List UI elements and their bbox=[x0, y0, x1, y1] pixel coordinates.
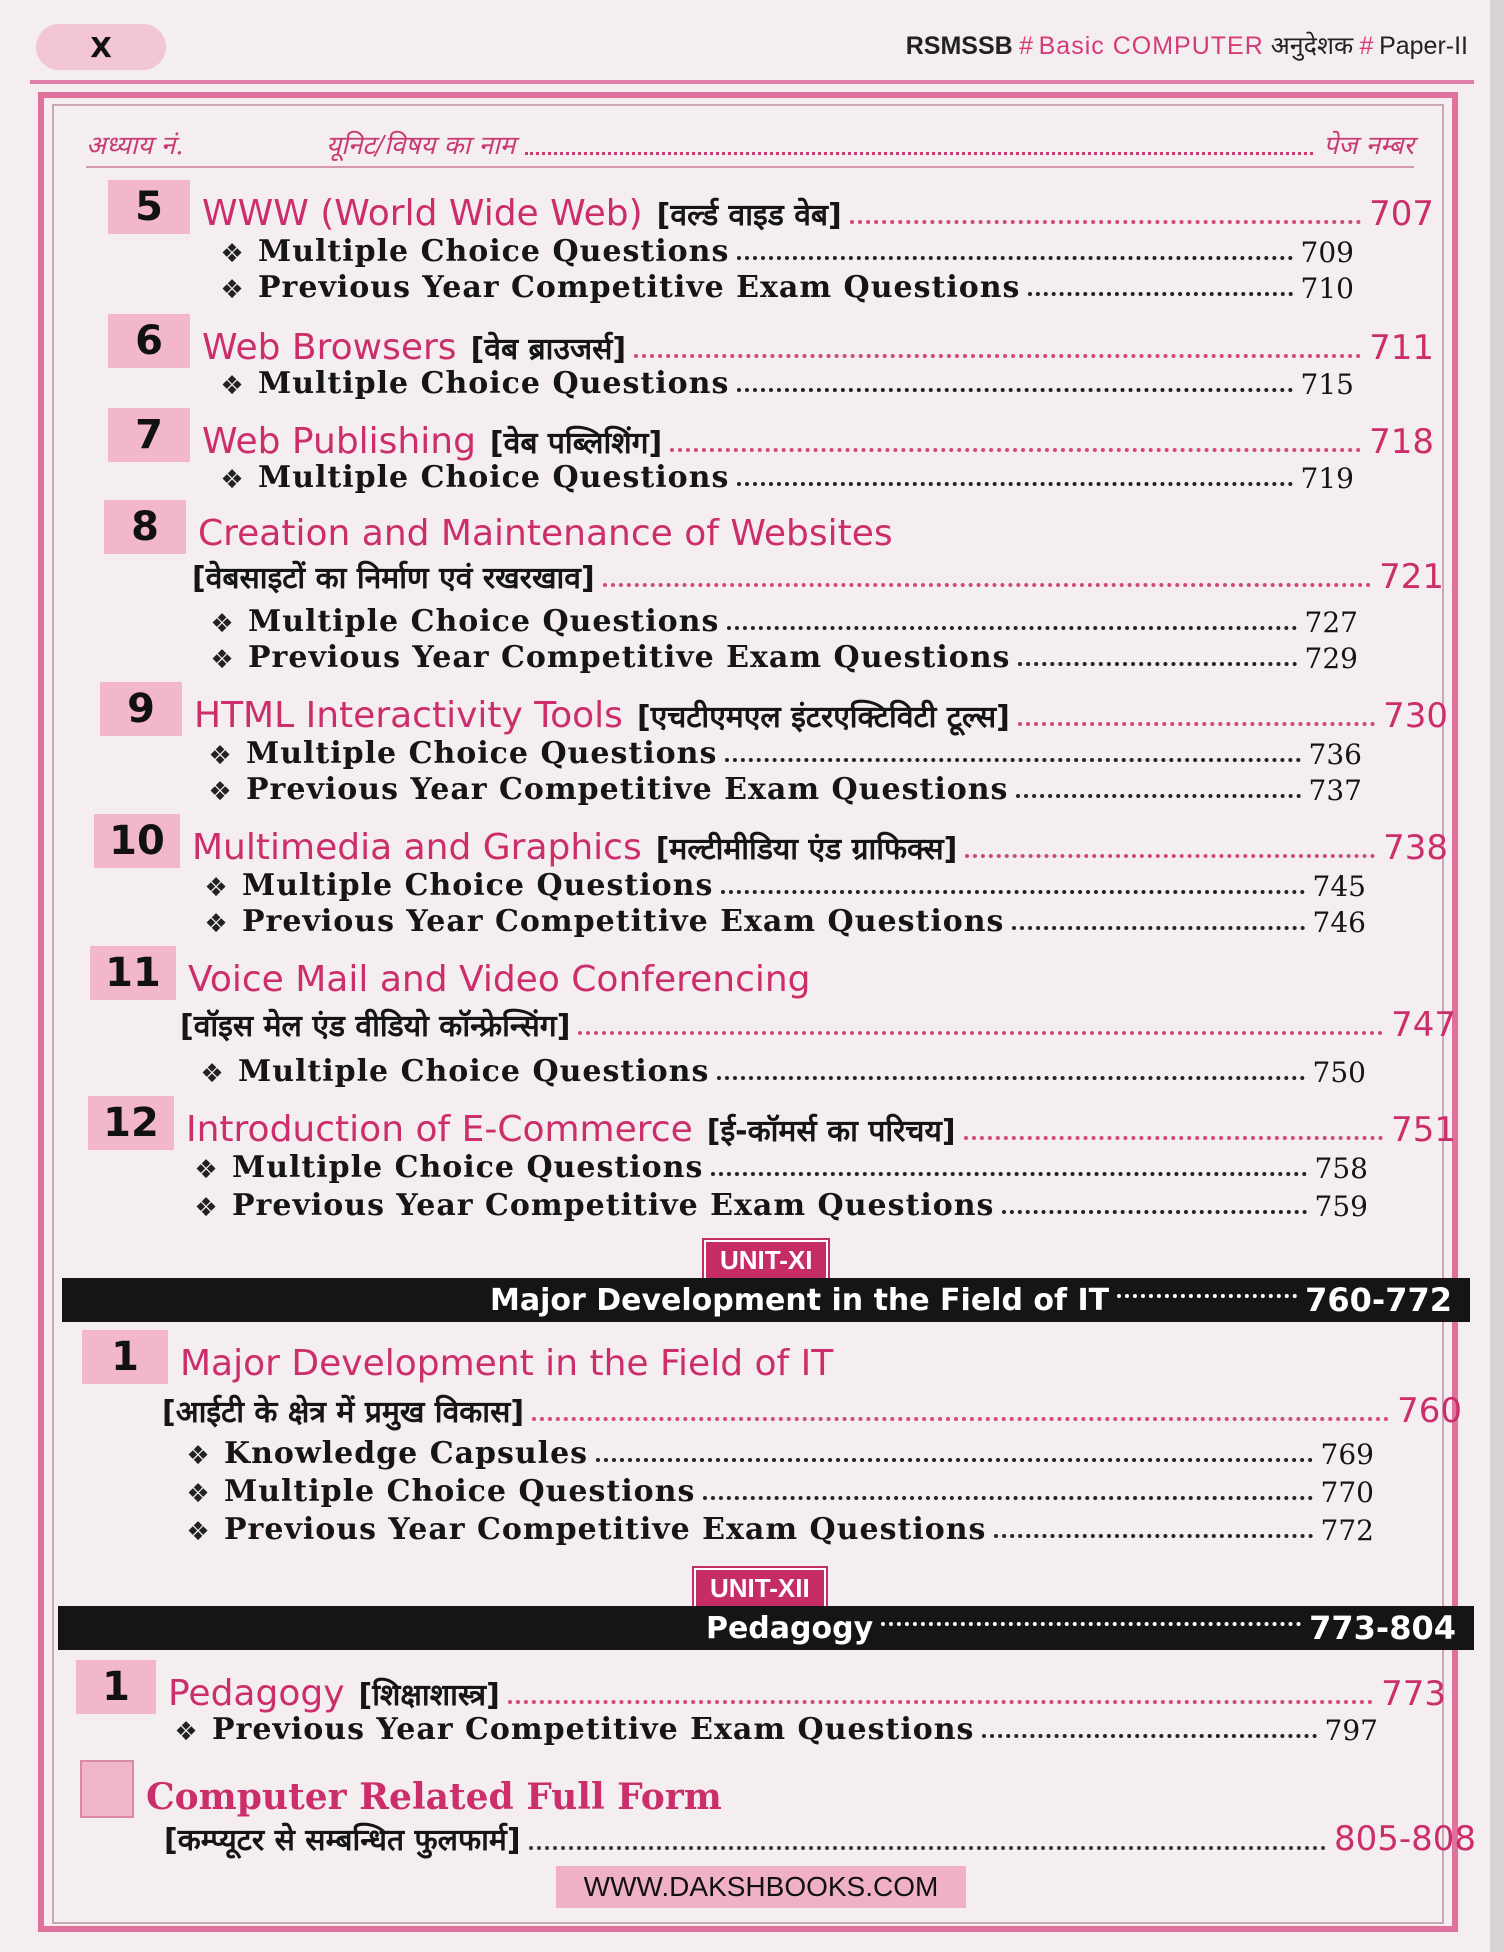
toc-unit-xii-chapter-1[interactable] bbox=[0, 1660, 1504, 1714]
chapter-page: 760 bbox=[1397, 1391, 1462, 1431]
chapter-title: Voice Mail and Video Conferencing bbox=[188, 959, 811, 1000]
chapter-hindi-title: [वेब पब्लिशिंग] bbox=[489, 426, 663, 461]
dot-leader bbox=[711, 1172, 1306, 1176]
dot-leader bbox=[1018, 662, 1296, 666]
dot-leader bbox=[634, 354, 1361, 358]
unit-xi-bar[interactable] bbox=[62, 1278, 1470, 1322]
diamond-bullet-icon: ❖ bbox=[204, 873, 228, 903]
subitem-page: 729 bbox=[1304, 642, 1358, 675]
diamond-bullet-icon: ❖ bbox=[210, 645, 234, 675]
toc-subitem[interactable] bbox=[0, 270, 1504, 305]
chapter-hindi-title: [वर्ल्ड वाइड वेब] bbox=[656, 198, 842, 233]
toc-subitem[interactable] bbox=[0, 1188, 1504, 1223]
chapter-title: HTML Interactivity Tools bbox=[194, 695, 623, 736]
chapter-title: Pedagogy bbox=[168, 1673, 345, 1714]
chapter-title: Introduction of E-Commerce bbox=[186, 1109, 693, 1150]
toc-chapter-7[interactable] bbox=[0, 408, 1504, 462]
chapter-number-box: 10 bbox=[94, 814, 180, 868]
subitem-page: 736 bbox=[1308, 738, 1362, 771]
column-headers bbox=[86, 122, 1414, 168]
subitem-page: 769 bbox=[1320, 1438, 1374, 1471]
subitem-label: Knowledge Capsules bbox=[224, 1436, 589, 1471]
appendix-hindi-title: [कम्प्यूटर से सम्बन्धित फुलफार्म] bbox=[164, 1823, 521, 1858]
unit-xi-range: 760-772 bbox=[1305, 1281, 1452, 1319]
header-role: अनुदेशक bbox=[1270, 32, 1354, 60]
dot-leader bbox=[703, 1496, 1312, 1500]
dot-leader bbox=[737, 388, 1292, 392]
diamond-bullet-icon: ❖ bbox=[210, 609, 234, 639]
dot-leader bbox=[727, 626, 1296, 630]
chapter-hindi-title: [शिक्षाशास्त्र] bbox=[358, 1678, 500, 1713]
toc-subitem[interactable] bbox=[0, 736, 1504, 771]
chapter-number-box: 6 bbox=[108, 314, 190, 368]
toc-chapter-5[interactable] bbox=[0, 180, 1504, 234]
toc-subitem[interactable] bbox=[0, 1150, 1504, 1185]
diamond-bullet-icon: ❖ bbox=[186, 1441, 210, 1471]
running-header bbox=[906, 28, 1468, 62]
toc-chapter-10[interactable] bbox=[0, 814, 1504, 868]
subitem-page: 719 bbox=[1300, 462, 1354, 495]
subitem-page: 709 bbox=[1300, 236, 1354, 269]
toc-unit-xi-chapter-1[interactable] bbox=[0, 1330, 1504, 1384]
diamond-bullet-icon: ❖ bbox=[200, 1059, 224, 1089]
dot-leader bbox=[850, 220, 1361, 224]
toc-chapter-11-hindi[interactable] bbox=[0, 1004, 1504, 1045]
subitem-label: Previous Year Competitive Exam Questions bbox=[224, 1512, 987, 1547]
dot-leader bbox=[881, 1622, 1301, 1626]
toc-chapter-8-hindi[interactable] bbox=[0, 556, 1504, 597]
dot-leader bbox=[578, 1031, 1383, 1035]
chapter-page: 707 bbox=[1369, 194, 1434, 234]
toc-subitem[interactable] bbox=[0, 460, 1504, 495]
diamond-bullet-icon: ❖ bbox=[220, 239, 244, 269]
chapter-page: 718 bbox=[1369, 422, 1434, 462]
diamond-bullet-icon: ❖ bbox=[194, 1193, 218, 1223]
toc-subitem[interactable] bbox=[0, 1512, 1504, 1547]
subitem-label: Previous Year Competitive Exam Questions bbox=[242, 904, 1005, 939]
subitem-label: Previous Year Competitive Exam Questions bbox=[248, 640, 1011, 675]
toc-subitem[interactable] bbox=[0, 1436, 1504, 1471]
chapter-title: Web Publishing bbox=[202, 421, 476, 462]
toc-chapter-6[interactable] bbox=[0, 314, 1504, 368]
subitem-label: Multiple Choice Questions bbox=[258, 460, 730, 495]
dot-leader bbox=[1016, 794, 1300, 798]
dot-leader bbox=[982, 1734, 1316, 1738]
chapter-title: Creation and Maintenance of Websites bbox=[198, 513, 893, 554]
diamond-bullet-icon: ❖ bbox=[208, 777, 232, 807]
col-unit-subject: यूनिट/विषय का नाम bbox=[326, 131, 516, 161]
chapter-number-box: 8 bbox=[104, 500, 186, 554]
toc-subitem[interactable] bbox=[0, 772, 1504, 807]
dot-leader bbox=[603, 583, 1371, 587]
page-edge bbox=[1490, 0, 1504, 1952]
subitem-label: Multiple Choice Questions bbox=[232, 1150, 704, 1185]
toc-subitem[interactable] bbox=[0, 234, 1504, 269]
subitem-page: 710 bbox=[1300, 272, 1354, 305]
chapter-title: Multimedia and Graphics bbox=[192, 827, 642, 868]
unit-xi-badge: UNIT-XI bbox=[704, 1240, 828, 1280]
chapter-number-box: 1 bbox=[82, 1330, 168, 1384]
subitem-label: Multiple Choice Questions bbox=[246, 736, 718, 771]
chapter-page: 747 bbox=[1391, 1005, 1456, 1045]
chapter-number-box: 5 bbox=[108, 180, 190, 234]
toc-subitem[interactable] bbox=[0, 366, 1504, 401]
dot-leader bbox=[737, 256, 1292, 260]
col-chapter-no: अध्याय नं. bbox=[86, 131, 184, 161]
diamond-bullet-icon: ❖ bbox=[174, 1717, 198, 1747]
toc-chapter-8[interactable] bbox=[0, 500, 1504, 554]
subitem-label: Multiple Choice Questions bbox=[258, 234, 730, 269]
unit-xii-bar[interactable] bbox=[58, 1606, 1474, 1650]
appendix-box bbox=[80, 1760, 134, 1818]
header-paper: Paper-II bbox=[1379, 32, 1468, 60]
unit-xi-title: Major Development in the Field of IT bbox=[489, 1282, 1110, 1318]
chapter-hindi-title: [ई-कॉमर्स का परिचय] bbox=[706, 1114, 956, 1149]
dot-leader bbox=[529, 1846, 1326, 1850]
toc-subitem[interactable] bbox=[0, 1712, 1504, 1747]
subitem-label: Multiple Choice Questions bbox=[238, 1054, 710, 1089]
toc-subitem[interactable] bbox=[0, 904, 1504, 939]
chapter-hindi-title: [वेब ब्राउजर्स] bbox=[470, 332, 627, 367]
col-page-no: पेज नम्बर bbox=[1323, 131, 1414, 161]
dot-leader bbox=[717, 1076, 1304, 1080]
diamond-bullet-icon: ❖ bbox=[220, 465, 244, 495]
diamond-bullet-icon: ❖ bbox=[220, 275, 244, 305]
dot-leader bbox=[737, 482, 1292, 486]
subitem-page: 746 bbox=[1312, 906, 1366, 939]
toc-chapter-11[interactable] bbox=[0, 946, 1504, 1000]
header-book: RSMSSB bbox=[905, 32, 1013, 60]
diamond-bullet-icon: ❖ bbox=[204, 909, 228, 939]
chapter-number-box: 11 bbox=[90, 946, 176, 1000]
appendix-title: Computer Related Full Form bbox=[146, 1776, 722, 1818]
dot-leader bbox=[721, 890, 1304, 894]
chapter-hindi-title: [वॉइस मेल एंड वीडियो कॉन्फ्रेन्सिंग] bbox=[180, 1009, 571, 1044]
dot-leader bbox=[670, 448, 1361, 452]
dot-leader bbox=[1012, 926, 1304, 930]
subitem-page: 797 bbox=[1324, 1714, 1378, 1747]
dot-leader bbox=[1117, 1294, 1297, 1298]
subitem-page: 770 bbox=[1320, 1476, 1374, 1509]
subitem-label: Previous Year Competitive Exam Questions bbox=[212, 1712, 975, 1747]
chapter-title: Web Browsers bbox=[202, 327, 457, 368]
subitem-page: 758 bbox=[1314, 1152, 1368, 1185]
chapter-title: WWW (World Wide Web) bbox=[202, 193, 643, 234]
unit-xii-range: 773-804 bbox=[1309, 1609, 1456, 1647]
header-rule bbox=[30, 80, 1474, 84]
toc-subitem[interactable] bbox=[0, 868, 1504, 903]
chapter-title: Major Development in the Field of IT bbox=[180, 1343, 834, 1384]
chapter-page: 773 bbox=[1381, 1674, 1446, 1714]
diamond-bullet-icon: ❖ bbox=[194, 1155, 218, 1185]
chapter-hindi-title: [वेबसाइटों का निर्माण एवं रखरखाव] bbox=[192, 561, 595, 596]
chapter-page: 730 bbox=[1383, 696, 1448, 736]
header-subject: Basic COMPUTER bbox=[1038, 32, 1264, 60]
header-separator: # bbox=[1359, 32, 1374, 60]
header-separator: # bbox=[1018, 32, 1033, 60]
toc-chapter-9[interactable] bbox=[0, 682, 1504, 736]
chapter-number-box: 12 bbox=[88, 1096, 174, 1150]
dot-leader bbox=[532, 1417, 1389, 1421]
subitem-label: Previous Year Competitive Exam Questions bbox=[232, 1188, 995, 1223]
chapter-page: 751 bbox=[1391, 1110, 1456, 1150]
subitem-page: 759 bbox=[1314, 1190, 1368, 1223]
subitem-label: Multiple Choice Questions bbox=[248, 604, 720, 639]
dot-leader bbox=[508, 1700, 1373, 1704]
subitem-page: 750 bbox=[1312, 1056, 1366, 1089]
dot-leader bbox=[1028, 292, 1292, 296]
toc-chapter-12[interactable] bbox=[0, 1096, 1504, 1150]
dot-leader bbox=[965, 854, 1375, 858]
dot-leader bbox=[994, 1534, 1312, 1538]
subitem-page: 772 bbox=[1320, 1514, 1374, 1547]
toc-subitem[interactable] bbox=[0, 1474, 1504, 1509]
diamond-bullet-icon: ❖ bbox=[186, 1517, 210, 1547]
col-dot-leader bbox=[525, 134, 1313, 155]
toc-subitem[interactable] bbox=[0, 640, 1504, 675]
dot-leader bbox=[1002, 1210, 1306, 1214]
unit-xii-title: Pedagogy bbox=[705, 1610, 874, 1646]
subitem-page: 715 bbox=[1300, 368, 1354, 401]
subitem-label: Previous Year Competitive Exam Questions bbox=[246, 772, 1009, 807]
dot-leader bbox=[725, 758, 1300, 762]
subitem-label: Multiple Choice Questions bbox=[258, 366, 730, 401]
chapter-number-box: 9 bbox=[100, 682, 182, 736]
chapter-page: 738 bbox=[1383, 828, 1448, 868]
toc-subitem[interactable] bbox=[0, 1054, 1504, 1089]
chapter-page: 721 bbox=[1379, 557, 1444, 597]
subitem-label: Multiple Choice Questions bbox=[242, 868, 714, 903]
toc-appendix[interactable] bbox=[0, 1760, 1504, 1818]
chapter-number-box: 1 bbox=[76, 1660, 156, 1714]
chapter-number-box: 7 bbox=[108, 408, 190, 462]
toc-appendix-hindi[interactable] bbox=[0, 1818, 1504, 1859]
chapter-hindi-title: [एचटीएमएल इंटरएक्टिविटी टूल्स] bbox=[636, 700, 1010, 735]
diamond-bullet-icon: ❖ bbox=[186, 1479, 210, 1509]
chapter-hindi-title: [मल्टीमीडिया एंड ग्राफिक्स] bbox=[655, 832, 958, 867]
dot-leader bbox=[596, 1458, 1312, 1462]
page-number-tag: X bbox=[36, 24, 166, 70]
diamond-bullet-icon: ❖ bbox=[220, 371, 244, 401]
footer-url: WWW.DAKSHBOOKS.COM bbox=[556, 1866, 966, 1908]
chapter-page: 711 bbox=[1369, 328, 1434, 368]
subitem-page: 727 bbox=[1304, 606, 1358, 639]
dot-leader bbox=[964, 1136, 1383, 1140]
dot-leader bbox=[1018, 722, 1375, 726]
diamond-bullet-icon: ❖ bbox=[208, 741, 232, 771]
appendix-page: 805-808 bbox=[1333, 1819, 1476, 1859]
subitem-page: 745 bbox=[1312, 870, 1366, 903]
unit-xii-badge: UNIT-XII bbox=[694, 1568, 826, 1608]
subitem-label: Multiple Choice Questions bbox=[224, 1474, 696, 1509]
subitem-label: Previous Year Competitive Exam Questions bbox=[258, 270, 1021, 305]
toc-unit-xi-chapter-1-hindi[interactable] bbox=[0, 1390, 1504, 1431]
chapter-hindi-title: [आईटी के क्षेत्र में प्रमुख विकास] bbox=[162, 1395, 525, 1430]
toc-subitem[interactable] bbox=[0, 604, 1504, 639]
subitem-page: 737 bbox=[1308, 774, 1362, 807]
